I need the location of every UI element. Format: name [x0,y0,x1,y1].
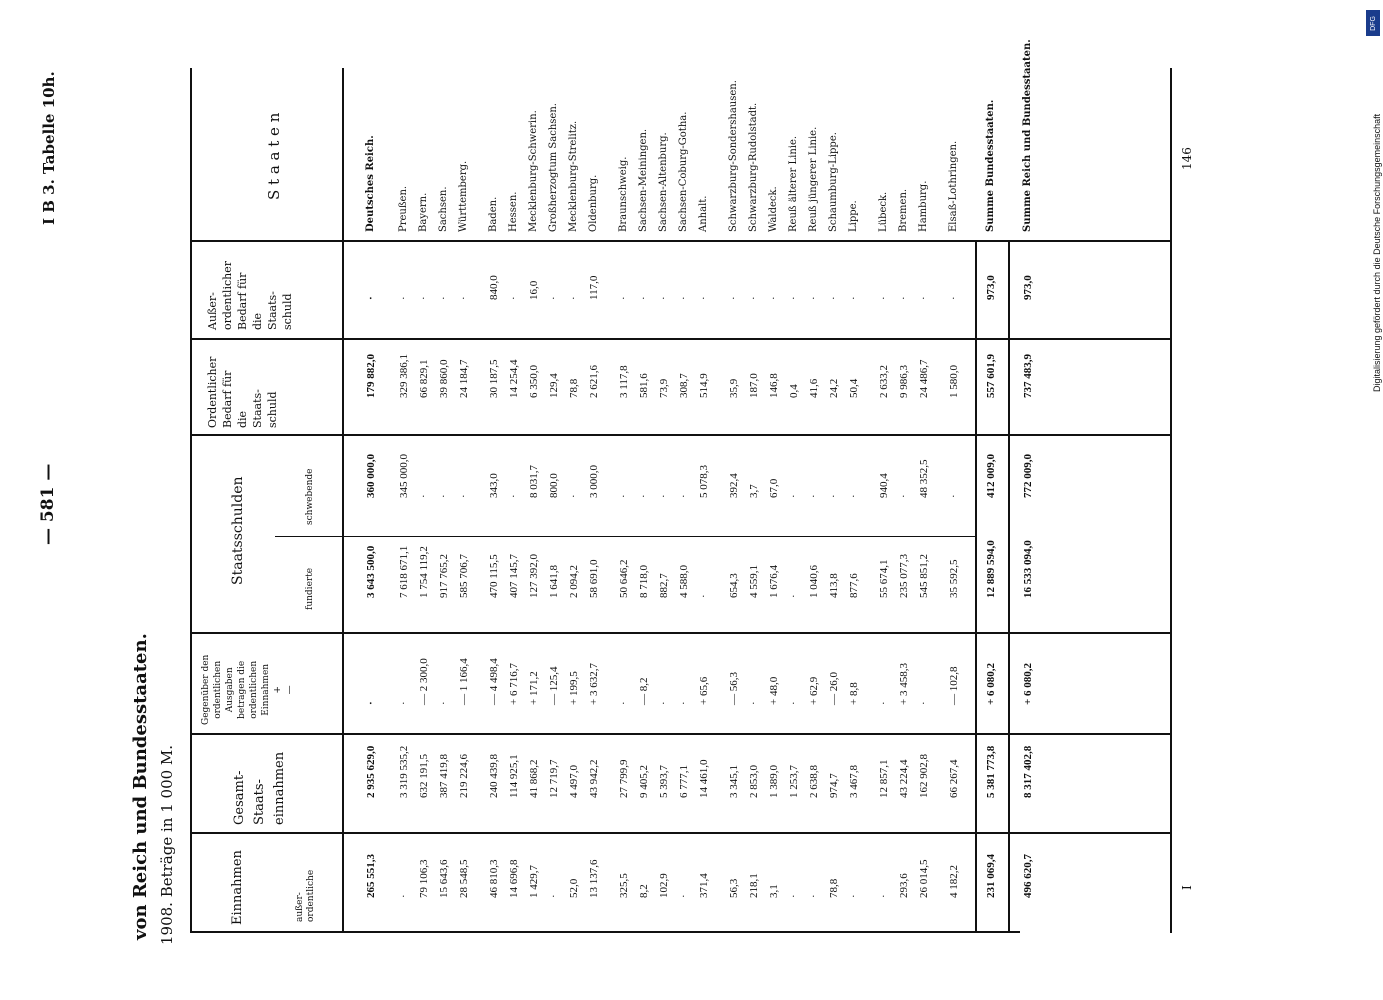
row-9-fund: 1 641,8 [548,565,560,598]
row-13-fund: 8 718,0 [638,565,650,598]
row-25-ausser: 293,6 [898,873,910,898]
row-6-ord: 30 187,5 [488,359,500,398]
row-2-gesamt: 3 319 535,2 [398,745,410,798]
table-subtitle: 1908. Beträge in 1 000 M. [158,744,176,945]
row-23-gg: + 8,8 [848,682,860,705]
row-5-gesamt: 219 224,6 [458,754,470,798]
row-6-ausser: 46 810,3 [488,859,500,898]
row-22-ausser: 78,8 [828,878,840,898]
row-12-aus: · [618,296,630,300]
total-reich-gesamt: 8 317 402,8 [1022,745,1034,798]
row-8-staat: Mecklenburg-Schwerin. [528,110,539,232]
row-9-ord: 129,4 [548,373,560,398]
row-20-schw: · [788,494,800,498]
row-24-schw: 940,4 [878,473,890,498]
dfg-logo-text: DFG [1369,15,1377,31]
row-13-ord: 581,6 [638,373,650,398]
row-13-staat: Sachsen-Meiningen. [638,128,649,232]
row-6-aus: 840,0 [488,275,500,300]
row-14-ord: 73,9 [658,378,670,398]
col-sep-7 [190,832,1172,834]
row-3-schw: · [418,494,430,498]
dfg-logo [1366,10,1380,36]
row-26-ausser: 26 014,5 [918,859,930,898]
row-19-fund: 1 676,4 [768,565,780,598]
row-13-ausser: 8,2 [638,884,650,898]
row-20-aus: · [788,296,800,300]
total-reich-gg: + 6 080,2 [1022,662,1034,705]
row-16-fund: · [698,594,710,598]
row-21-staat: Reuß jüngerer Linie. [808,126,819,232]
col-sep-1 [190,240,1172,242]
row-6-schw: 343,0 [488,473,500,498]
row-10-schw: · [568,494,580,498]
row-15-fund: 4 588,0 [678,565,690,598]
row-1-fund: 3 643 500,0 [365,545,377,598]
header-gegenueber: Gegenüber den ordentlichen Ausgaben betragen die ordentlichen Einnahmen + — [201,654,295,725]
row-24-fund: 55 674,1 [878,559,890,598]
row-20-gg: · [788,701,800,705]
row-9-ausser: · [548,894,560,898]
row-19-aus: · [768,296,780,300]
row-6-fund: 470 115,5 [488,554,500,598]
row-21-aus: · [808,296,820,300]
digitization-note: Digitalisierung gefördert durch die Deutsche Forschungsgemeinschaft [1372,113,1382,392]
row-14-aus: · [658,296,670,300]
row-17-fund: 654,3 [728,573,740,598]
header-fundierte: fundierte [305,567,315,610]
row-24-ausser: · [878,894,890,898]
footer-mark: I [1180,885,1194,890]
row-2-fund: 7 618 671,1 [398,545,410,598]
row-12-gesamt: 27 799,9 [618,759,630,798]
row-22-aus: · [828,296,840,300]
row-15-ord: 308,7 [678,373,690,398]
row-1-gg: · [365,701,377,705]
row-11-fund: 58 691,0 [588,559,600,598]
row-10-fund: 2 094,2 [568,565,580,598]
row-24-gesamt: 12 857,1 [878,759,890,798]
total-bundesstaaten-fund: 12 889 594,0 [985,540,997,598]
header-ausser-bedarf: Außer- ordentlicher Bedarf für die Staats- schuld [206,261,294,330]
row-16-ausser: 371,4 [698,873,710,898]
row-7-ausser: 14 696,8 [508,859,520,898]
row-16-aus: · [698,296,710,300]
row-5-ausser: 28 548,5 [458,859,470,898]
row-11-staat: Oldenburg. [588,174,599,232]
row-14-ausser: 102,9 [658,873,670,898]
row-20-staat: Reuß älterer Linie. [788,135,799,232]
row-6-gg: — 4 498,4 [488,658,500,705]
row-12-gg: · [618,701,630,705]
col-sep-2 [190,338,1172,340]
total-reich-aus: 973,0 [1022,275,1034,300]
row-4-aus: · [438,296,450,300]
row-11-ausser: 13 137,6 [588,859,600,898]
row-2-staat: Preußen. [398,185,409,232]
row-3-aus: · [418,296,430,300]
header-ausserordentliche: außer- ordentliche [295,869,316,922]
row-16-staat: Anhalt. [698,195,709,232]
row-20-fund: · [788,594,800,598]
row-17-staat: Schwarzburg-Sondershausen. [728,80,739,232]
rule-data-bottom [975,240,977,933]
row-10-gesamt: 4 497,0 [568,765,580,798]
row-1-staat: Deutsches Reich. [365,135,376,232]
row-23-staat: Lippe. [848,200,859,232]
total-reich-fund: 16 533 094,0 [1022,540,1034,598]
header-staatsschulden: Staatsschulden [230,476,246,585]
total-bundesstaaten-schw: 412 009,0 [985,454,997,498]
col-sep-3 [190,434,1172,436]
row-8-fund: 127 392,0 [528,554,540,598]
row-26-gesamt: 162 902,8 [918,754,930,798]
row-19-gesamt: 1 389,0 [768,765,780,798]
header-einnahmen: Einnahmen [230,850,245,925]
row-19-staat: Waldeck. [768,186,779,232]
row-19-ausser: 3,1 [768,884,780,898]
row-22-gg: — 26,0 [828,672,840,705]
col-sep-4 [275,536,975,537]
row-17-ord: 35,9 [728,378,740,398]
row-9-staat: Großherzogtum Sachsen. [548,103,559,232]
header-schwebende: schwebende [305,468,315,525]
row-4-gg: · [438,701,450,705]
header-gesamt: Gesamt- Staats- einnahmen [232,751,287,825]
row-2-ord: 329 386,1 [398,354,410,398]
total-bundesstaaten-staat: Summe Bundesstaaten. [985,99,996,232]
row-24-aus: · [878,296,890,300]
row-21-gesamt: 2 638,8 [808,765,820,798]
header-ord-bedarf: Ordentlicher Bedarf für die Staats- schuld [206,356,279,428]
rule-bottom [1170,68,1172,933]
total-bundesstaaten-gesamt: 5 381 773,8 [985,745,997,798]
row-18-gesamt: 2 853,0 [748,765,760,798]
row-10-staat: Mecklenburg-Strelitz. [568,120,579,232]
row-26-schw: 48 352,5 [918,459,930,498]
footer-page-number: 146 [1180,147,1194,170]
row-10-ord: 78,8 [568,378,580,398]
row-2-aus: · [398,296,410,300]
row-7-fund: 407 145,7 [508,554,520,598]
row-16-gesamt: 14 461,0 [698,759,710,798]
header-staaten: S t a a t e n [265,112,283,200]
row-1-ord: 179 882,0 [365,354,377,398]
row-27-ord: 1 580,0 [948,365,960,398]
total-reich-ausser: 496 620,7 [1022,854,1034,898]
row-26-ord: 24 486,7 [918,359,930,398]
row-11-schw: 3 000,0 [588,465,600,498]
row-22-schw: · [828,494,840,498]
row-24-ord: 2 633,2 [878,365,890,398]
row-19-gg: + 48,0 [768,676,780,705]
row-18-ord: 187,0 [748,373,760,398]
row-12-ausser: 325,5 [618,873,630,898]
row-17-ausser: 56,3 [728,878,740,898]
row-27-fund: 35 592,5 [948,559,960,598]
row-17-gg: — 56,3 [728,672,740,705]
row-6-gesamt: 240 439,8 [488,754,500,798]
row-26-fund: 545 851,2 [918,554,930,598]
row-1-gesamt: 2 935 629,0 [365,745,377,798]
row-1-aus: · [365,296,377,300]
row-21-fund: 1 040,6 [808,565,820,598]
row-5-schw: · [458,494,470,498]
total-reich-staat: Summe Reich und Bundesstaaten. [1022,39,1033,232]
row-10-aus: · [568,296,580,300]
row-22-staat: Schaumburg-Lippe. [828,132,839,232]
row-9-gesamt: 12 719,7 [548,759,560,798]
row-13-gesamt: 9 405,2 [638,765,650,798]
total-reich-schw: 772 009,0 [1022,454,1034,498]
row-23-ord: 50,4 [848,378,860,398]
row-27-ausser: 4 182,2 [948,865,960,898]
row-27-gesamt: 66 267,4 [948,759,960,798]
row-12-ord: 3 117,8 [618,365,630,398]
row-15-aus: · [678,296,690,300]
row-18-fund: 4 559,1 [748,565,760,598]
row-18-gg: · [748,701,760,705]
row-27-aus: · [948,296,960,300]
row-5-gg: — 1 166,4 [458,658,470,705]
row-3-ausser: 79 106,3 [418,859,430,898]
row-15-schw: · [678,494,690,498]
row-8-ausser: 1 429,7 [528,865,540,898]
row-11-ord: 2 621,6 [588,365,600,398]
row-6-staat: Baden. [488,196,499,232]
row-5-aus: · [458,296,470,300]
row-4-fund: 917 765,2 [438,554,450,598]
row-25-aus: · [898,296,910,300]
row-23-fund: 877,6 [848,573,860,598]
row-7-gg: + 6 716,7 [508,663,520,705]
row-15-ausser: · [678,894,690,898]
row-19-ord: 146,8 [768,373,780,398]
row-9-aus: · [548,296,560,300]
row-13-gg: — 8,2 [638,677,650,705]
row-2-schw: 345 000,0 [398,454,410,498]
row-12-schw: · [618,494,630,498]
row-18-aus: · [748,296,760,300]
row-16-schw: 5 078,3 [698,465,710,498]
row-5-ord: 24 184,7 [458,359,470,398]
row-14-fund: 882,7 [658,573,670,598]
total-bundesstaaten-ord: 557 601,9 [985,354,997,398]
row-14-gg: · [658,701,670,705]
row-16-ord: 514,9 [698,373,710,398]
row-2-ausser: · [398,894,410,898]
row-1-ausser: 265 551,3 [365,854,377,898]
row-18-staat: Schwarzburg-Rudolstadt. [748,102,759,232]
row-4-staat: Sachsen. [438,186,449,232]
row-12-staat: Braunschweig. [618,156,629,232]
row-7-schw: · [508,494,520,498]
row-21-schw: · [808,494,820,498]
rule-top [190,68,192,933]
row-14-staat: Sachsen-Altenburg. [658,132,669,232]
col-sep-6 [190,733,1172,735]
section-label: I B 3. Tabelle 10h. [40,71,58,225]
row-4-gesamt: 387 419,8 [438,754,450,798]
row-23-aus: · [848,296,860,300]
row-8-schw: 8 031,7 [528,465,540,498]
row-4-schw: · [438,494,450,498]
table-left-edge [190,931,1020,933]
row-10-ausser: 52,0 [568,878,580,898]
row-20-gesamt: 1 253,7 [788,765,800,798]
row-7-staat: Hessen. [508,191,519,232]
rule-total-divider [1008,240,1010,933]
row-27-gg: — 102,8 [948,666,960,705]
row-8-gesamt: 41 868,2 [528,759,540,798]
row-3-gg: — 2 300,0 [418,658,430,705]
row-13-schw: · [638,494,650,498]
row-15-gesamt: 6 777,1 [678,765,690,798]
total-bundesstaaten-ausser: 231 069,4 [985,854,997,898]
row-27-staat: Elsaß-Lothringen. [948,140,959,232]
rule-header-bottom [342,68,344,933]
row-7-ord: 14 254,4 [508,359,520,398]
row-26-staat: Hamburg. [918,180,929,232]
row-11-gesamt: 43 942,2 [588,759,600,798]
row-22-fund: 413,8 [828,573,840,598]
row-15-gg: · [678,701,690,705]
row-25-fund: 235 077,3 [898,554,910,598]
row-11-gg: + 3 632,7 [588,663,600,705]
row-27-schw: · [948,494,960,498]
row-22-gesamt: 974,7 [828,773,840,798]
row-20-ord: 0,4 [788,384,800,398]
row-23-ausser: · [848,894,860,898]
row-7-aus: · [508,296,520,300]
row-25-gesamt: 43 224,4 [898,759,910,798]
row-18-ausser: 218,1 [748,873,760,898]
row-21-ausser: · [808,894,820,898]
row-21-gg: + 62,9 [808,676,820,705]
row-9-gg: — 125,4 [548,666,560,705]
total-bundesstaaten-gg: + 6 080,2 [985,662,997,705]
row-19-schw: 67,0 [768,478,780,498]
row-10-gg: + 199,5 [568,671,580,705]
row-8-aus: 16,0 [528,280,540,300]
row-9-schw: 800,0 [548,473,560,498]
total-reich-ord: 737 483,9 [1022,354,1034,398]
row-25-staat: Bremen. [898,188,909,232]
row-23-schw: · [848,494,860,498]
table-title: von Reich und Bundesstaaten. [130,633,151,940]
row-3-gesamt: 632 191,5 [418,754,430,798]
row-5-fund: 585 706,7 [458,554,470,598]
row-4-ausser: 15 643,6 [438,859,450,898]
row-4-ord: 39 860,0 [438,359,450,398]
row-26-aus: · [918,296,930,300]
row-24-gg: · [878,701,890,705]
row-22-ord: 24,2 [828,378,840,398]
row-3-ord: 66 829,1 [418,359,430,398]
row-11-aus: 117,0 [588,275,600,300]
row-14-gesamt: 5 393,7 [658,765,670,798]
row-7-gesamt: 114 925,1 [508,754,520,798]
total-bundesstaaten-aus: 973,0 [985,275,997,300]
row-3-fund: 1 754 119,2 [418,546,430,598]
page-number: — 581 — [38,463,58,545]
row-17-schw: 392,4 [728,473,740,498]
row-20-ausser: · [788,894,800,898]
row-17-aus: · [728,296,740,300]
row-25-ord: 9 986,3 [898,365,910,398]
row-26-gg: · [918,701,930,705]
row-23-gesamt: 3 467,8 [848,765,860,798]
row-17-gesamt: 3 345,1 [728,765,740,798]
row-1-schw: 360 000,0 [365,454,377,498]
row-8-ord: 6 350,0 [528,365,540,398]
row-5-staat: Württemberg. [458,160,469,232]
row-16-gg: + 65,6 [698,676,710,705]
row-18-schw: 3,7 [748,484,760,498]
row-12-fund: 50 646,2 [618,559,630,598]
row-21-ord: 41,6 [808,378,820,398]
row-13-aus: · [638,296,650,300]
col-sep-5 [190,632,1172,634]
row-3-staat: Bayern. [418,192,429,232]
row-8-gg: + 171,2 [528,671,540,705]
row-25-gg: + 3 458,3 [898,663,910,705]
row-2-gg: · [398,701,410,705]
row-24-staat: Lübeck. [878,191,889,232]
row-25-schw: · [898,494,910,498]
row-15-staat: Sachsen-Coburg-Gotha. [678,111,689,232]
row-14-schw: · [658,494,670,498]
